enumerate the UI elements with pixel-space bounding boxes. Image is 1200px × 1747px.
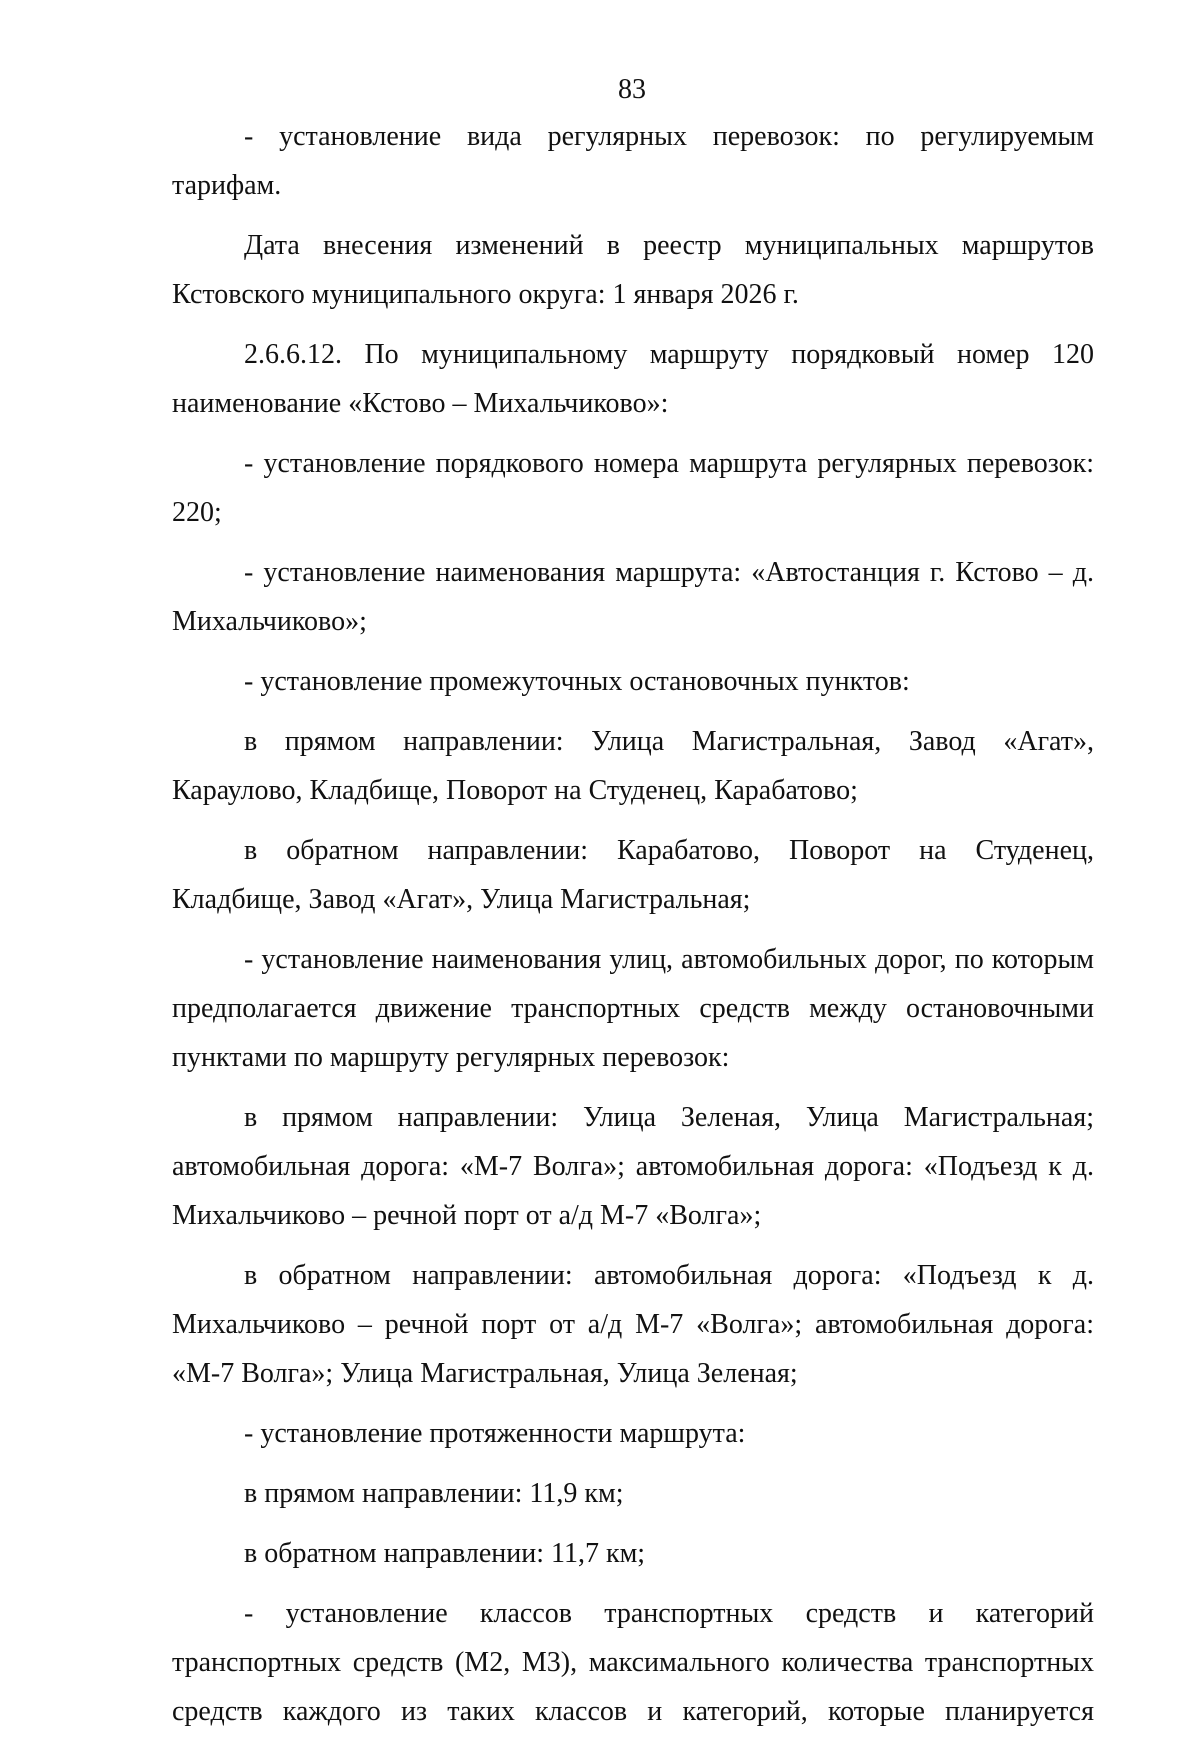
paragraph: Дата внесения изменений в реестр муниципальных маршрутов Кстовского муниципального округа: 1 января 2026 г. (172, 230, 1094, 310)
paragraph: 2.6.6.12. По муниципальному маршруту порядковый номер 120 наименование «Кстово – Михальчиково»: (172, 339, 1094, 419)
page-number: 83 (618, 74, 646, 105)
paragraph: в обратном направлении: автомобильная дорога: «Подъезд к д. Михальчиково – речной порт от а/д М-7 «Волга»; автомобильная дорога: «М-7 Волга»; Улица Магистральная, Улица Зеленая; (172, 1260, 1094, 1389)
paragraph: - установление протяженности маршрута: (244, 1418, 746, 1449)
paragraph: в прямом направлении: 11,9 км; (244, 1478, 624, 1509)
paragraph: - установление наименования маршрута: «Автостанция г. Кстово – д. Михальчиково»; (172, 557, 1094, 637)
paragraph: - установление промежуточных остановочных пунктов: (244, 666, 910, 697)
paragraph: в прямом направлении: Улица Зеленая, Улица Магистральная; автомобильная дорога: «М-7 Волга»; автомобильная дорога: «Подъезд к д. Михальчиково – речной порт от а/д М-7 «Волга»; (172, 1102, 1094, 1231)
paragraph: - установление вида регулярных перевозок: по регулируемым тарифам. (172, 121, 1094, 201)
paragraph: в обратном направлении: 11,7 км; (244, 1538, 646, 1569)
paragraph: - установление классов транспортных средств и категорий транспортных средств (М2, М3), максимального количества транспортных средств каждого из таких классов и категорий, которые планируется (172, 1598, 1094, 1727)
document-body (172, 112, 1094, 1747)
paragraph: в обратном направлении: Карабатово, Поворот на Студенец, Кладбище, Завод «Агат», Улица Магистральная; (172, 835, 1094, 915)
paragraph: - установление наименования улиц, автомобильных дорог, по которым предполагается движение транспортных средств между остановочными пунктами по маршруту регулярных перевозок: (172, 944, 1094, 1073)
paragraph: - установление порядкового номера маршрута регулярных перевозок: 220; (172, 448, 1094, 528)
paragraph: в прямом направлении: Улица Магистральная, Завод «Агат», Караулово, Кладбище, Поворот на Студенец, Карабатово; (172, 726, 1094, 806)
